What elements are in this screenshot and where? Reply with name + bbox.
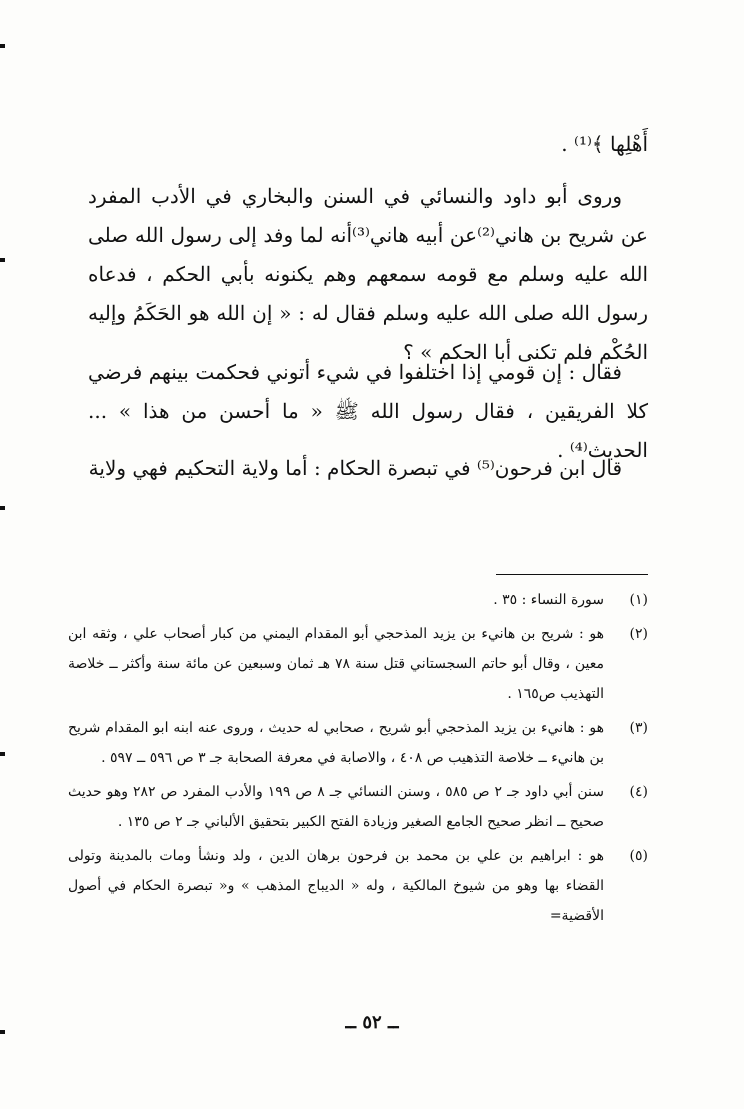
footnote-text: سنن أبي داود جـ ٢ ص ٥٨٥ ، وسنن النسائي جـ ٨ ص ١٩٩ والأدب المفرد ص ٢٨٢ وهو حديث صحيح ــ انظر صحيح الجامع الصغير وزيادة الفتح الكبير بتحقيق الألباني جـ ٢ ص ١٣٥ .	[68, 784, 604, 830]
page-number: ــ ٥٢ ــ	[345, 1012, 399, 1033]
margin-mark	[0, 506, 5, 510]
verse-ending: أَهْلِها ﴾⁽¹⁾ .	[561, 132, 648, 156]
paragraph-2: فقال : إن قومي إذا اختلفوا في شيء أتوني فحكمت بينهم فرضي كلا الفريقين ، فقال رسول الله ﷺ « ما أحسن من هذا » ... الحديث⁽⁴⁾ .	[88, 360, 648, 462]
footnote	[68, 585, 648, 615]
footnotes	[68, 585, 648, 935]
footnote-number: (٥)	[629, 848, 648, 864]
footnote	[68, 619, 648, 709]
margin-mark	[0, 258, 5, 262]
paragraph-1: وروى أبو داود والنسائي في السنن والبخاري في الأدب المفرد عن شريح بن هاني⁽²⁾عن أبيه هاني⁽³⁾أنه لما وفد إلى رسول الله صلى الله عليه وسلم مع قومه سمعهم وهم يكنونه بأبي الحكم ، فدعاه رسول الله صلى الله عليه وسلم فقال له : « إن الله هو الحَكَمُ وإليه الحُكْم فلم تكنى أبا الحكم » ؟	[88, 184, 648, 364]
footnote	[68, 713, 648, 773]
footnote-text: هو : هانيء بن يزيد المذحجي أبو شريح ، صحابي له حديث ، وروى عنه ابنه ابو المقدام شريح بن هانيء ــ خلاصة التذهيب ص ٤٠٨ ، والاصابة في معرفة الصحابة جـ ٣ ص ٥٩٦ ــ ٥٩٧ .	[68, 720, 604, 766]
footnote-number: (٢)	[629, 626, 648, 642]
footnote-divider	[496, 574, 648, 575]
footnote-number: (٣)	[629, 720, 648, 736]
footnote-text: هو : شريح بن هانيء بن يزيد المذحجي أبو المقدام اليمني من كبار أصحاب علي ، وثقه ابن معين ، وقال أبو حاتم السجستاني قتل سنة ٧٨ هـ ثمان وسبعين عن مائة سنة وأكثر ــ خلاصة التهذيب ص١٦٥ .	[68, 626, 604, 702]
footnote-text: هو : ابراهيم بن علي بن محمد بن فرحون برهان الدين ، ولد ونشأ ومات بالمدينة وتولى القضاء بها وهو من شيوخ المالكية ، وله « الديباج المذهب » و« تبصرة الحكام في أصول الأقضية=	[68, 848, 604, 924]
margin-mark	[0, 752, 5, 756]
footnote	[68, 777, 648, 837]
paragraph-3: قال ابن فرحون⁽⁵⁾ في تبصرة الحكام : أما ولاية التحكيم فهي ولاية	[88, 456, 622, 480]
footnote-number: (١)	[629, 592, 648, 608]
footnote-text: سورة النساء : ٣٥ .	[493, 592, 604, 608]
main-text-3	[88, 449, 648, 488]
footnote	[68, 841, 648, 931]
footnote-number: (٤)	[629, 784, 648, 800]
main-text	[88, 177, 648, 372]
margin-mark	[0, 44, 5, 48]
